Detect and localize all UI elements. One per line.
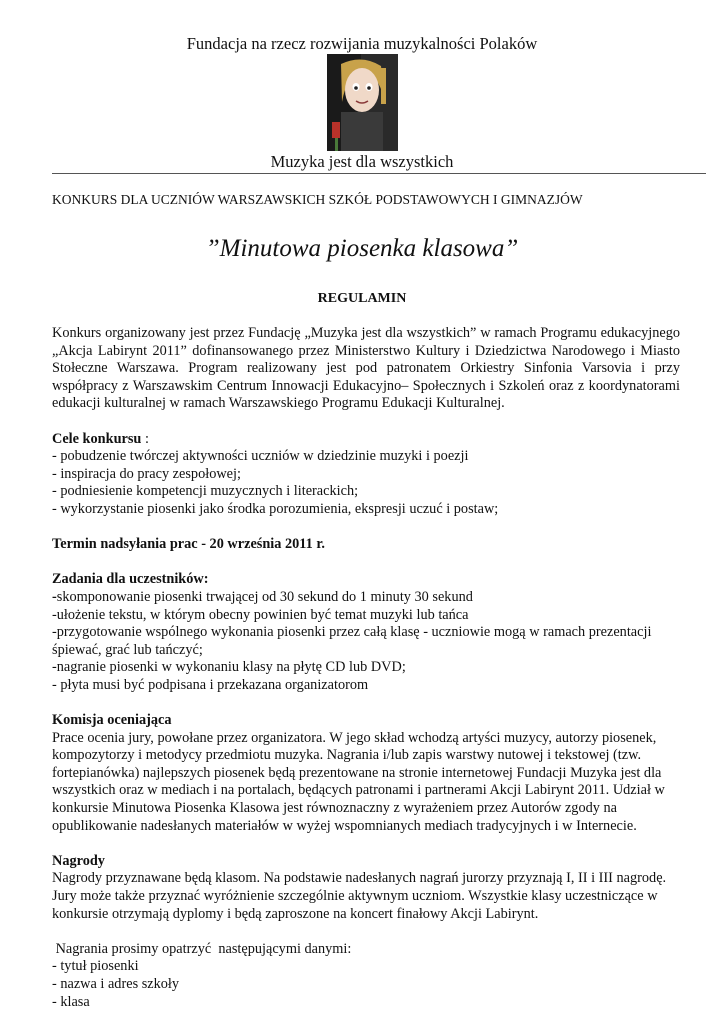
contest-heading: KONKURS DLA UCZNIÓW WARSZAWSKICH SZKÓŁ PODSTAWOWYCH I GIMNAZJÓW [52,192,583,207]
task-item: -nagranie piosenki w wykonaniu klasy na płytę CD lub DVD; [52,659,406,676]
foundation-logo-image [327,54,398,151]
goal-item: - podniesienie kompetencji muzycznych i literackich; [52,483,359,500]
submission-item: - nazwa i adres szkoły [52,975,180,992]
prizes-heading: Nagrody [52,852,105,869]
submission-intro: Nagrania prosimy opatrzyć następującymi danymi: [52,940,352,957]
task-item [52,589,680,607]
task-item: -przygotowanie wspólnego wykonania piosenki przez całą klasę - uczniowie mogą w ramach prezentacji śpiewać, grać lub tańczyć; [52,624,652,658]
goal-item: - wykorzystanie piosenki jako środka porozumienia, ekspresji uczuć i postaw; [52,500,499,517]
organization-name: Fundacja na rzecz rozwijania muzykalności Polaków [186,34,538,53]
jury-paragraph: Prace ocenia jury, powołane przez organizatora. W jego skład wchodzą artyści muzycy, autorzy piosenek, kompozytorzy i metodycy przedmiotu muzyka. Nagrania i/lub zapis warstwy nutowej i tekstowej (tzw. fortepianówka) najlepszych piosenek będą prezentowane na stronie internetowej Fundacji Muzyka jest dla wszystkich oraz w mediach i na portalach, będących patronami i partnerami Akcji Labirynt 2011. Udział w konkursie Minutowa Piosenka Klasowa jest równoznaczny z wyrażeniem przez Autorów zgody na opublikowanie nadesłanych materiałów w wyżej wspomnianych mediach tradycyjnych i w Internecie. [52,729,665,834]
intro-paragraph: Konkurs organizowany jest przez Fundację „Muzyka jest dla wszystkich” w ramach Programu edukacyjnego „Akcja Labirynt 2011” dofinansowanego przez Ministerstwo Kultury i Dziedzictwa Narodowego i Miasto Stołeczne Warszawa. Program realizowany jest pod patronatem Orkiestry Sinfonia Varsovia i przy współpracy z Warszawskim Centrum Innowacji Edukacyjno– Społecznych i Szkoleń oraz z koordynatorami edukacji kulturalnej w ramach Warszawskiego Programu Edukacji Kulturalnej. [52,325,680,412]
goal-item: - pobudzenie twórczej aktywności uczniów w dziedzinie muzyki i poezji [52,448,469,465]
task-item-text: skomponowanie piosenki trwającej od 30 sekund do 1 minuty 30 sekund [56,588,473,605]
goals-heading-suffix: : [141,430,149,447]
document-body [52,325,680,1011]
header-divider [52,173,706,174]
task-dash: - [52,588,57,605]
jury-heading: Komisja oceniająca [52,712,172,729]
contest-title: ”Minutowa piosenka klasowa” [205,235,519,262]
prizes-paragraph: Nagrody przyznawane będą klasom. Na podstawie nadesłanych nagrań jurorzy przyznają I, II i III nagrodę. Jury może także przyznać wyróżnienie szczególnie aktywnym uczniom. Wszystkie klasy uczestniczące w konkursie otrzymają dyplomy i będą zaproszone na koncert finałowy Akcji Labirynt. [52,870,667,922]
submission-item: - tytuł piosenki [52,958,139,975]
task-item: - płyta musi być podpisana i przekazana organizatorom [52,676,369,693]
deadline: Termin nadsyłania prac - 20 września 2011 r. [52,536,325,553]
goals-heading-line [52,431,680,449]
logo-face [345,68,379,112]
foundation-motto: Muzyka jest dla wszystkich [270,152,454,171]
goals-heading: Cele konkursu [52,430,142,447]
tasks-heading: Zadania dla uczestników: [52,571,209,588]
task-item: -ułożenie tekstu, w którym obecny powinien być temat muzyki lub tańca [52,606,469,623]
submission-item: - klasa [52,993,90,1010]
logo-accent [332,122,340,138]
regulations-title: REGULAMIN [317,291,407,306]
goal-item: - inspiracja do pracy zespołowej; [52,465,241,482]
